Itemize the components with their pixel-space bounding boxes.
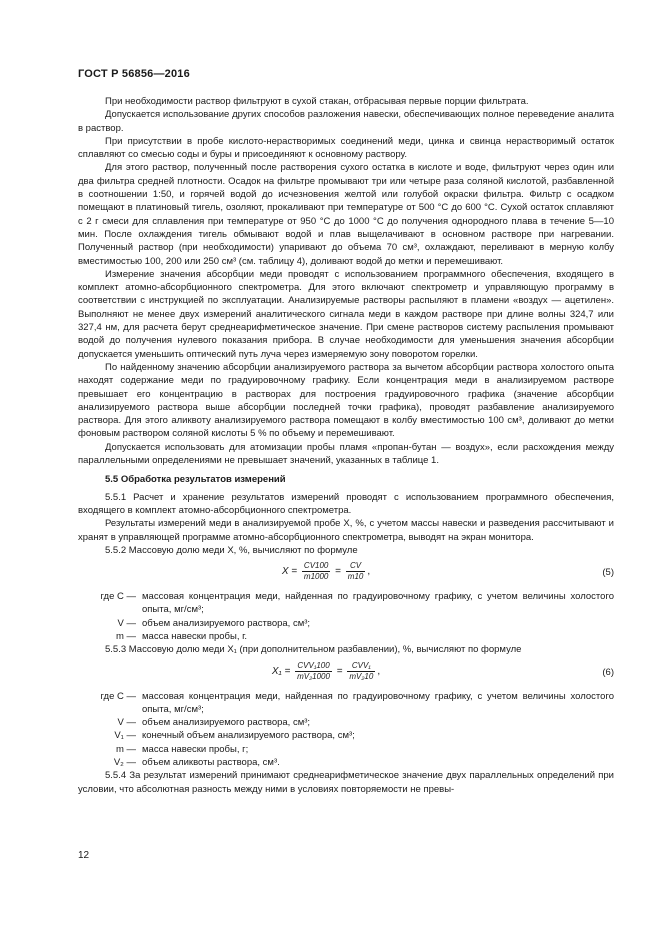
equals-sign: =	[335, 566, 342, 578]
document-header: ГОСТ Р 56856—2016	[78, 68, 190, 80]
legend-row: m — масса навески пробы, г;	[115, 743, 249, 755]
fraction: $\frac{\text{CVV₁}}{\text{mV₂10}}$	[349, 660, 374, 681]
legend-row: V₁ — конечный объем анализируемого раствора, см³;	[114, 730, 355, 742]
equals-sign: =	[336, 665, 343, 677]
section-heading: 5.5 Обработка результатов измерений	[105, 474, 286, 486]
paragraph: 5.5.4 За результат измерений принимают среднеарифметическое значение двух параллельных определений при условии, что абсолютная разность между ними в условиях повторяемости не превы-	[78, 770, 614, 795]
paragraph: Результаты измерений меди в анализируемой пробе X, %, с учетом массы навески и разведения рассчитывают и хранят в управляющей программе атомно-абсорбционного спектрометра, выводят на экран монитора.	[78, 518, 614, 543]
page-number: 12	[78, 850, 90, 861]
legend-row: V — объем анализируемого раствора, см³;	[117, 717, 311, 729]
paragraph: Допускается использовать для атомизации пробы пламя «пропан-бутан — воздух», если расхождения между параллельными определениями не превышает значений, указанных в таблице 1.	[78, 441, 614, 467]
legend-row: m — масса навески пробы, г.	[115, 630, 248, 642]
paragraph: Измерение значения абсорбции меди проводят с использованием программного обеспечения, входящего в комплект атомно-абсорбционного спектрометра. Для этого включают спектрометр и управляющую программу в соответствии с инструкцией по эксплуатации. Анализируемые растворы распыляют в пламени «воздух — ацетилен». Выполняют не менее двух измерений аналитического сигнала меди в каждом растворе при длине волны 324,7 или 327,4 нм, для расчета берут среднеарифметическое значение. При смене растворов систему распыления промывают водой до получения нулевого показания прибора. В случае необходимости для уменьшения значения абсорбции допускается уменьшить оптический путь луча через измеряемую зону поворотом горелки.	[78, 268, 614, 360]
document-body	[78, 95, 614, 796]
formula-lhs: X₁ =	[271, 665, 291, 677]
formula-number: (6)	[602, 666, 614, 678]
paragraph: Допускается использование других способов разложения навески, обеспечивающих полное переведение аналита в раствор.	[78, 109, 614, 134]
legend-row: где C — массовая концентрация меди, найденная по градуировочному графику, с учетом величины холостого опыта, мг/см³;	[100, 690, 614, 715]
formula-number: (5)	[602, 567, 614, 579]
paragraph: При необходимости раствор фильтруют в сухой стакан, отбрасывая первые порции фильтрата.	[105, 96, 529, 107]
legend-row: V — объем анализируемого раствора, см³;	[117, 617, 311, 629]
fraction: $\frac{CV100}{m1000}$	[303, 561, 329, 582]
paragraph: Для этого раствор, полученный после растворения сухого остатка в кислоте и воде, фильтруют через один или два фильтра средней плотности. Осадок на фильтре промывают три или четыре раза соляной кислотой, разбавленной в соотношении 1:50, и горячей водой до исчезновения желтой или голубой окраски фильтра. Фильтр с осадком помещают в платиновый тигель, озоляют, прокаливают при температуре от 500 °С до 600 °С. Сухой остаток сплавляют с 2 г смеси для сплавления при температуре от 950 °С до 1000 °С до получения однородного плава в течение 5—10 мин. После охлаждения тигель обмывают водой и плав выщелачивают в основном растворе при нагревании. Полученный раствор (при необходимости) упаривают до объема 70 см³, охлаждают, переливают в мерную колбу вместимостью 100, 200 или 250 см³ (см. таблицу 4), доливают водой до метки и перемешивают.	[78, 162, 614, 267]
paragraph: При присутствии в пробе кислото-нерастворимых соединений меди, цинка и свинца нерастворимый остаток сплавляют со смесью соды и буры и присоединяют к основному раствору.	[78, 135, 614, 161]
paragraph: 5.5.1 Расчет и хранение результатов измерений проводят с использованием программного обеспечения, входящего в комплект атомно-абсорбционного спектрометра.	[78, 491, 614, 516]
legend-row: где C — массовая концентрация меди, найденная по градуировочному графику, с учетом величины холостого опыта, мг/см³;	[100, 591, 614, 616]
paragraph: По найденному значению абсорбции анализируемого раствора за вычетом абсорбции раствора холостого опыта находят содержание меди по градуировочному графику. Если концентрация меди в анализируемом растворе превышает его концентрацию в растворах для построения градуировочного графика (значение абсорбции анализируемого раствора выше абсорбции последней точки графика), проводят разбавление анализируемого раствора. Для этого аликвоту анализируемого раствора помещают в колбу вместимостью 100 см³, доливают до метки фоновым раствором соляной кислоты 5 % по объему и перемешивают.	[78, 361, 614, 440]
legend-row: V₂ — объем аликвоты раствора, см³.	[113, 757, 280, 769]
fraction: $\frac{\text{CVV₁100}}{\text{mV₂1000}}$	[297, 660, 330, 681]
paragraph: 5.5.2 Массовую долю меди X, %, вычисляют по формуле	[105, 544, 358, 556]
formula-6: X₁ = $\frac{\text{CVV₁100}}{\text{mV₂1000}}$ = $\frac{\text{CVV₁}}{\text{mV₂10}}$ , (6)	[271, 660, 614, 681]
formula-5: X = $\frac{CV100}{m1000}$ = $\frac{CV}{m10}$ , (5)	[281, 561, 614, 582]
paragraph: 5.5.3 Массовую долю меди X₁ (при дополнительном разбавлении), %, вычисляют по формуле	[105, 644, 522, 656]
fraction: $\frac{CV}{m10}$	[347, 561, 364, 582]
formula-lhs: X =	[281, 566, 298, 578]
